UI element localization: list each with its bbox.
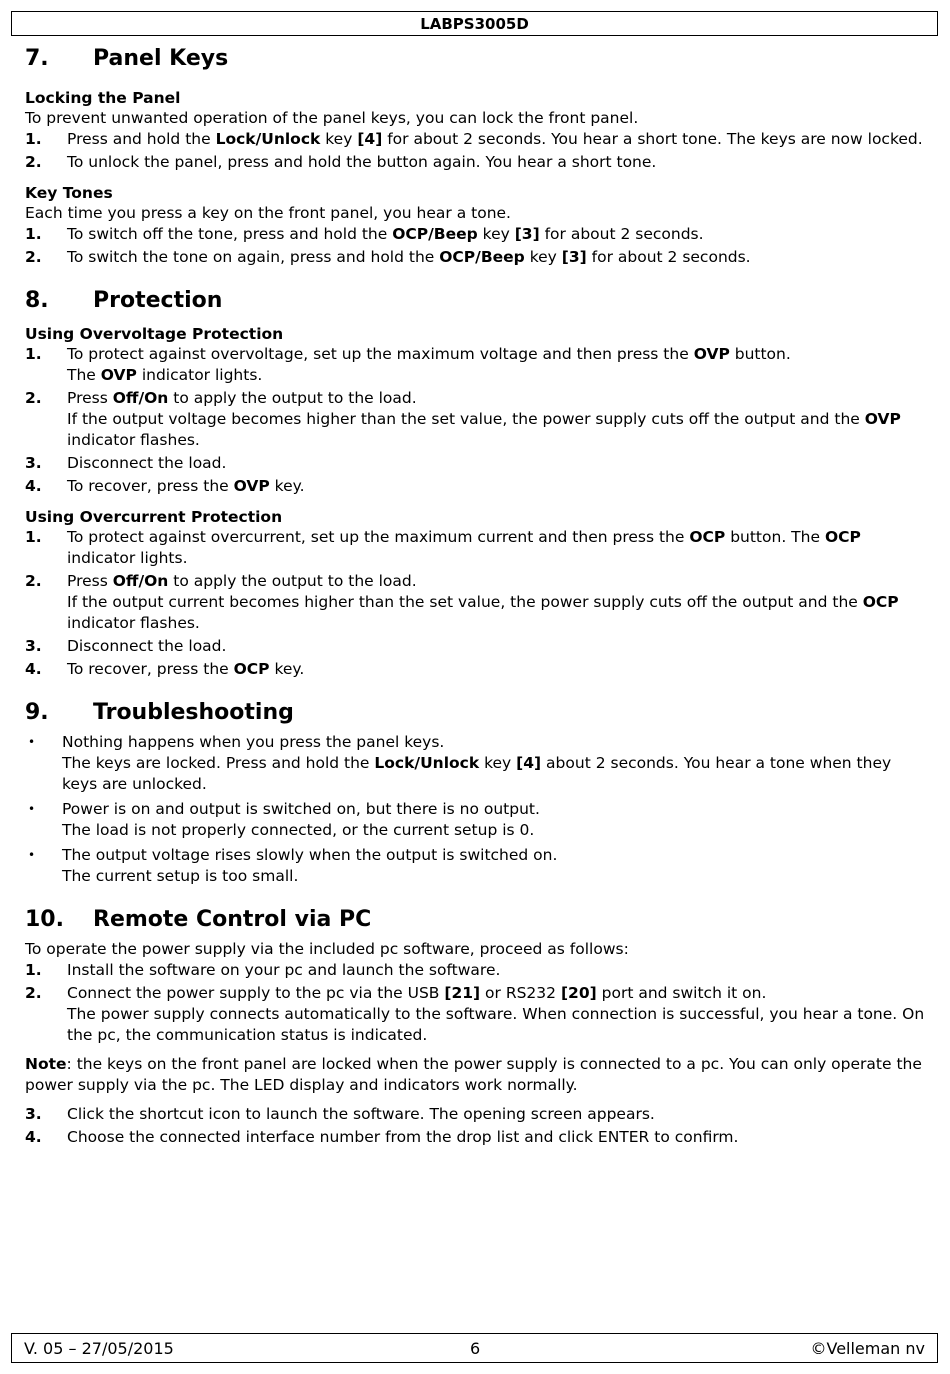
subheading-overcurrent: Using Overcurrent Protection — [25, 508, 283, 526]
section-heading-remote-control: 10. Remote Control via PC — [25, 907, 372, 932]
steps-list — [25, 527, 925, 680]
list-item: 4. Choose the connected interface number from the drop list and click ENTER to confirm. — [25, 1128, 739, 1146]
list-item: 3. Click the shortcut icon to launch the software. The opening screen appears. — [25, 1105, 655, 1123]
list-item: 1. To protect against overcurrent, set up the maximum current and then press the OCP button. The OCP indicator lights. — [25, 528, 861, 567]
list-item: • Nothing happens when you press the panel keys. The keys are locked. Press and hold the Lock/Unlock key [4] about 2 seconds. You hear a tone when they keys are unlocked. — [25, 732, 925, 795]
list-item: 2. Connect the power supply to the pc via the USB [21] or RS232 [20] port and switch it on. The power supply connects automatically to the software. When connection is successful, you hear a tone. On the pc, the communication status is indicated. — [25, 984, 925, 1044]
steps-list — [25, 129, 925, 173]
list-item: 1. Press and hold the Lock/Unlock key [4] for about 2 seconds. You hear a short tone. The keys are now locked. — [25, 130, 923, 148]
list-item: 4. To recover, press the OCP key. — [25, 660, 305, 678]
subheading-overvoltage: Using Overvoltage Protection — [25, 325, 284, 343]
steps-list — [25, 344, 925, 497]
section-heading-protection: 8. Protection — [25, 288, 223, 313]
paragraph: To operate the power supply via the included pc software, proceed as follows: — [25, 940, 629, 958]
list-item: 2. Press Off/On to apply the output to the load. If the output voltage becomes higher than the set value, the power supply cuts off the output and the OVP indicator flashes. — [25, 389, 901, 449]
list-item: 3. Disconnect the load. — [25, 454, 227, 472]
steps-list — [25, 1104, 925, 1148]
list-item: • The output voltage rises slowly when the output is switched on. The current setup is too small. — [25, 845, 925, 887]
list-item: 1. To switch off the tone, press and hold the OCP/Beep key [3] for about 2 seconds. — [25, 225, 704, 243]
list-item: • Power is on and output is switched on, but there is no output. The load is not properly connected, or the current setup is 0. — [25, 799, 925, 841]
steps-list — [25, 960, 925, 1046]
list-item: 2. Press Off/On to apply the output to the load. If the output current becomes higher than the set value, the power supply cuts off the output and the OCP indicator flashes. — [25, 572, 899, 632]
list-item: 2. To switch the tone on again, press and hold the OCP/Beep key [3] for about 2 seconds. — [25, 248, 751, 266]
copyright-label: ©Velleman nv — [810, 1339, 925, 1358]
list-item: 3. Disconnect the load. — [25, 637, 227, 655]
document-title: LABPS3005D — [420, 15, 529, 33]
subheading-locking-panel: Locking the Panel — [25, 89, 181, 107]
page-header — [11, 11, 938, 36]
page-footer — [11, 1333, 938, 1363]
bullet-icon: • — [28, 848, 36, 862]
list-item: 2. To unlock the panel, press and hold the button again. You hear a short tone. — [25, 153, 657, 171]
list-item: 4. To recover, press the OVP key. — [25, 477, 305, 495]
steps-list — [25, 224, 925, 268]
paragraph: To prevent unwanted operation of the panel keys, you can lock the front panel. — [25, 109, 639, 127]
bullet-icon: • — [28, 802, 36, 816]
list-item: 1. To protect against overvoltage, set up the maximum voltage and then press the OVP button. The OVP indicator lights. — [25, 345, 791, 384]
page-content — [25, 44, 925, 1150]
paragraph: Each time you press a key on the front panel, you hear a tone. — [25, 204, 511, 222]
page-number: 6 — [470, 1339, 481, 1358]
note-paragraph: Note: the keys on the front panel are locked when the power supply is connected to a pc. You can only operate the power supply via the pc. The LED display and indicators work normally. — [25, 1055, 922, 1094]
subheading-key-tones: Key Tones — [25, 184, 113, 202]
version-label: V. 05 – 27/05/2015 — [24, 1339, 174, 1358]
section-heading-panel-keys: 7. Panel Keys — [25, 46, 229, 71]
section-heading-troubleshooting: 9. Troubleshooting — [25, 700, 294, 725]
list-item: 1. Install the software on your pc and launch the software. — [25, 961, 501, 979]
troubleshooting-list — [25, 732, 925, 887]
bullet-icon: • — [28, 735, 36, 749]
